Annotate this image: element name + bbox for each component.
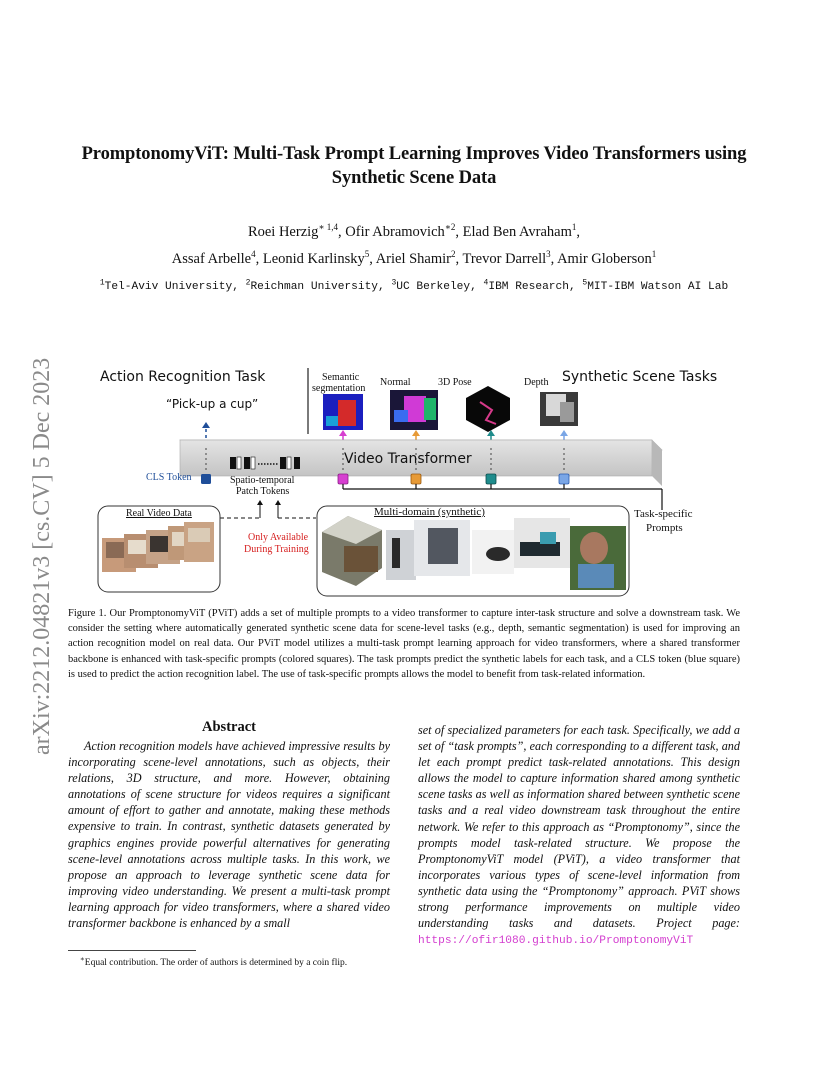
cls-token-label: CLS Token xyxy=(146,472,192,483)
arxiv-id: arXiv:2212.04821v3 [cs.CV] 5 Dec 2023 xyxy=(29,357,55,755)
author-line-2 xyxy=(90,243,738,270)
patch-tokens-label-2: Patch Tokens xyxy=(236,486,290,497)
patch-tokens-label-1: Spatio-temporal xyxy=(230,475,295,486)
pose-label: 3D Pose xyxy=(438,377,472,388)
affiliation: $^3$UC Berkeley, xyxy=(391,278,484,293)
real-video-label: Real Video Data xyxy=(126,508,192,519)
figure-1 xyxy=(0,360,828,600)
depth-thumbnail xyxy=(540,392,578,426)
author-line-1 xyxy=(90,216,738,243)
abstract-heading: Abstract xyxy=(202,719,256,735)
seg-prompt-square xyxy=(338,474,348,484)
video-transformer-label: Video Transformer xyxy=(344,451,472,467)
author: Elad Ben Avraham$^1$, xyxy=(462,222,581,240)
affiliation: $^2$Reichman University, xyxy=(245,278,392,293)
semantic-label: Semantic xyxy=(322,372,360,383)
affiliation: $^4$IBM Research, xyxy=(483,278,583,293)
author: Trevor Darrell$^3$, xyxy=(462,248,558,267)
pickup-label: “Pick-up a cup” xyxy=(166,397,259,411)
depth-label: Depth xyxy=(524,377,549,388)
affiliation: $^5$MIT-IBM Watson AI Lab xyxy=(582,278,729,293)
footnote: ∗Equal contribution. The order of authors is determined by a coin flip. xyxy=(80,955,348,969)
cls-token-square xyxy=(201,474,211,484)
task-prompts-label-1: Task-specific xyxy=(634,508,693,520)
author: Ariel Shamir$^2$, xyxy=(375,248,463,267)
synthetic-tasks-title: Synthetic Scene Tasks xyxy=(562,369,718,385)
task-prompts-label-2: Prompts xyxy=(646,522,683,534)
action-recognition-title: Action Recognition Task xyxy=(100,369,266,385)
only-available-label-1: Only Available xyxy=(248,532,309,543)
semantic-seg-thumbnail xyxy=(323,394,363,430)
multi-domain-label: Multi-domain (synthetic) xyxy=(374,506,485,518)
normal-map-thumbnail xyxy=(390,390,438,430)
abstract-right-text: set of specialized parameters for each task. Specifically, we add a set of “task prompts”, each corresponding to a different task, and let each prompt predict task-related annotations. This design allows the model to capture information shared among synthetic scene tasks as well as information shared between synthetic scene tasks and a real video downstream task throughout the entire network. We refer to this approach as “Promptonomy”, since the prompts model task-related structure. We propose the PromptonomyViT model (PViT), a video transformer that incorporates various types of scene-level information from synthetic data using the “Promptonomy” approach. PViT shows strong performance improvements on multiple video understanding tasks and datasets. Project page: xyxy=(418,723,740,931)
paper-title: PromptonomyViT: Multi-Task Prompt Learning Improves Video Transformers using Synthetic Scene Data xyxy=(81,144,747,188)
normal-label: Normal xyxy=(380,377,411,388)
author: Leonid Karlinsky$^5$, xyxy=(262,248,376,267)
author: Roei Herzig$^{∗ 1,4}$, xyxy=(247,222,346,240)
project-url-link[interactable]: https://ofir1080.github.io/PromptonomyViT xyxy=(418,935,694,948)
pose-prompt-square xyxy=(486,474,496,484)
author: Ofir Abramovich$^{∗2}$, xyxy=(345,222,463,240)
affiliation: $^1$Tel-Aviv University, xyxy=(99,278,246,293)
author: Assaf Arbelle$^4$, xyxy=(171,248,263,267)
figure-caption: Figure 1. Our PromptonomyViT (PViT) adds a set of multiple prompts to a video transformer to capture inter-task structure and solve a downstream task. We consider the setting where automatically generated synthetic scene data for scene-level tasks (e.g., depth, semantic segmentation) is used for improving an action recognition model on real data. Our PViT model utilizes a multi-task prompt learning approach for video transformers, where a shared transformer backbone is enhanced with task-specific prompts (colored squares). The task prompts predict the synthetic labels for each task, and a CLS token (blue square) is used to predict the action recognition label. The use of task-specific prompts allows the model to benefit from task-related information. xyxy=(68,608,740,680)
segmentation-label: segmentation xyxy=(312,383,366,394)
normal-prompt-square xyxy=(411,474,421,484)
author-list xyxy=(90,216,738,270)
figure-graphics xyxy=(0,360,828,600)
abstract-right-column xyxy=(418,722,740,949)
abstract-left-column: Action recognition models have achieved impressive results by incorporating scene-level annotations, such as objects, their relations, 3D structure, and more. However, obtaining annotations of scene structure for videos requires a significant amount of effort to gather and annotate, making these methods expensive to train. In contrast, synthetic datasets generated by graphics engines provide powerful alternatives for generating scene-level annotations across multiple tasks. In this work, we propose an approach to leverage synthetic scene data for improving video understanding. We present a multi-task prompt learning approach for video transformers, where a shared video transformer backbone is enhanced by a small xyxy=(68,739,390,931)
pose-thumbnail xyxy=(466,386,510,432)
affiliations xyxy=(60,278,768,293)
author: Amir Globerson$^1$ xyxy=(557,248,657,267)
footnote-rule xyxy=(68,950,196,951)
depth-prompt-square xyxy=(559,474,569,484)
only-available-label-2: During Training xyxy=(244,544,309,555)
